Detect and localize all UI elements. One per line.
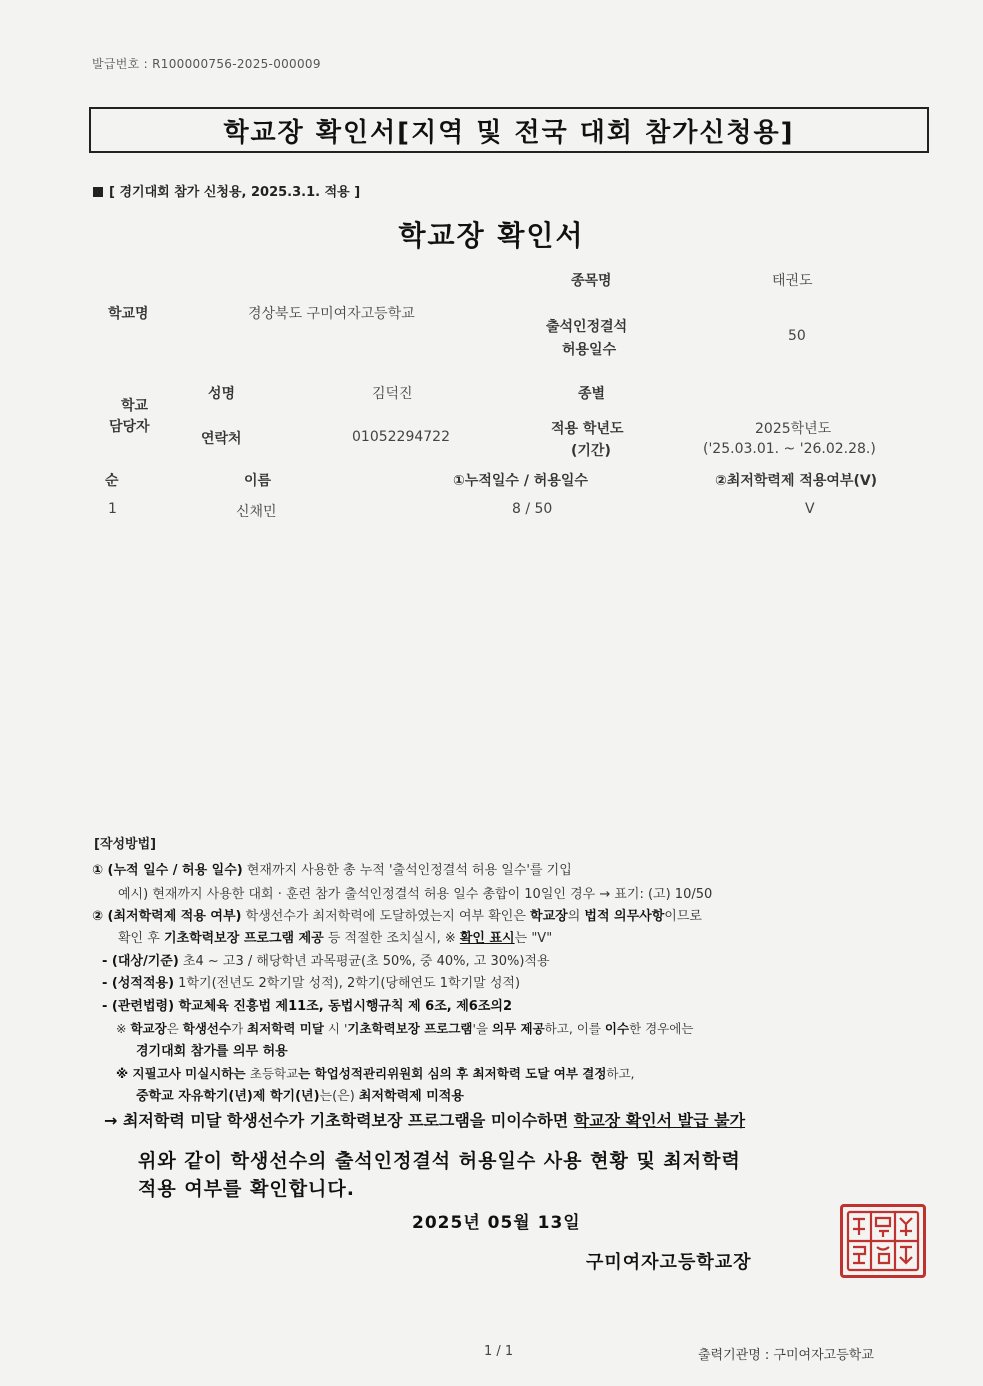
row-seq: 1 [108, 501, 117, 517]
row-minimum-flag: V [805, 501, 815, 517]
days-label-2: 허용일수 [562, 342, 617, 358]
instruction-line-1: ① (누적 일수 / 허용 일수) 현재까지 사용한 총 누적 '출석인정결석 허용 일수'를 기입 [92, 863, 572, 878]
instruction-line-8: ※ 학교장은 학생선수가 최저학력 미달 시 '기초학력보장 프로그램'을 의무 제공하고, 이를 이수한 경우에는 [116, 1021, 694, 1036]
year-value-2: ('25.03.01. ~ '26.02.28.) [703, 441, 876, 457]
event-value: 태권도 [772, 273, 813, 289]
year-label-1: 적용 학년도 [551, 421, 624, 437]
seal-glyph-icon [843, 1207, 923, 1275]
instructions-title: [작성방법] [94, 837, 157, 852]
header-title-box [89, 107, 929, 153]
contact-value: 01052294722 [352, 429, 450, 445]
principal-name: 구미여자고등학교장 [586, 1252, 752, 1273]
document-title: 학교장 확인서 [398, 219, 585, 252]
class-label: 종별 [578, 386, 606, 402]
school-label: 학교명 [108, 306, 149, 322]
days-label-1: 출석인정결석 [546, 319, 628, 335]
instruction-line-4: 확인 후 기초학력보장 프로그램 제공 등 적절한 조치실시, ※ 확인 표시는 "V" [118, 931, 553, 946]
instruction-line-5: - (대상/기준) 초4 ~ 고3 / 해당학년 과목평균(초 50%, 중 40%, 고 30%)적용 [102, 954, 550, 969]
event-label: 종목명 [571, 273, 612, 289]
issuance-warning: → 최저학력 미달 학생선수가 기초학력보장 프로그램을 미이수하면 학교장 확인서 발급 불가 [104, 1111, 746, 1130]
square-bullet-icon [93, 187, 103, 197]
printing-institution: 출력기관명 : 구미여자고등학교 [698, 1348, 874, 1363]
instruction-line-7: - (관련법령) 학교체육 진흥법 제11조, 동법시행규칙 제 6조, 제6조의2 [102, 999, 512, 1014]
issue-date: 2025년 05월 13일 [412, 1213, 581, 1233]
page-number: 1 / 1 [484, 1344, 514, 1359]
table-header-name: 이름 [244, 473, 272, 489]
instruction-line-6: - (성적적용) 1학기(전년도 2학기말 성적), 2학기(당해연도 1학기말 성적) [102, 976, 521, 991]
school-value: 경상북도 구미여자고등학교 [248, 306, 415, 322]
row-name: 신채민 [236, 504, 277, 520]
manager-label-2: 담당자 [109, 419, 150, 435]
instruction-line-9: 경기대회 참가를 의무 허용 [136, 1044, 288, 1059]
instruction-line-11: 중학교 자유학기(년)제 학기(년)는(은) 최저학력제 미적용 [136, 1089, 464, 1104]
table-header-minimum: ②최저학력제 적용여부(V) [715, 473, 878, 489]
instruction-line-3: ② (최저학력제 적용 여부) 학생선수가 최저학력에 도달하였는지 여부 확인은 학교장의 법적 의무사항이므로 [92, 909, 702, 924]
manager-label-1: 학교 [121, 398, 149, 414]
year-label-2: (기간) [571, 443, 611, 459]
name-label: 성명 [208, 386, 236, 402]
confirm-text-2: 적용 여부를 확인합니다. [138, 1178, 355, 1200]
table-header-seq: 순 [105, 473, 119, 489]
year-value-1: 2025학년도 [755, 421, 832, 437]
instruction-line-10: ※ 지필고사 미실시하는 초등학교는 학업성적관리위원회 심의 후 최저학력 도달 여부 결정하고, [116, 1066, 635, 1081]
official-seal [840, 1204, 926, 1278]
header-title: 학교장 확인서[지역 및 전국 대회 참가신청용] [223, 117, 795, 148]
contact-label: 연락처 [201, 431, 242, 447]
issue-number: 발급번호 : R100000756-2025-000009 [92, 57, 321, 71]
form-label-text: [ 경기대회 참가 신청용, 2025.3.1. 적용 ] [109, 185, 361, 200]
table-header-days: ①누적일수 / 허용일수 [453, 473, 588, 489]
row-days: 8 / 50 [512, 501, 553, 517]
confirm-text-1: 위와 같이 학생선수의 출석인정결석 허용일수 사용 현황 및 최저학력 [138, 1150, 741, 1172]
instruction-line-2: 예시) 현재까지 사용한 대회 · 훈련 참가 출석인정결석 허용 일수 총합이 10일인 경우 → 표기: (고) 10/50 [118, 887, 713, 902]
name-value: 김덕진 [372, 386, 413, 402]
form-label [93, 181, 360, 200]
days-value: 50 [788, 328, 806, 344]
